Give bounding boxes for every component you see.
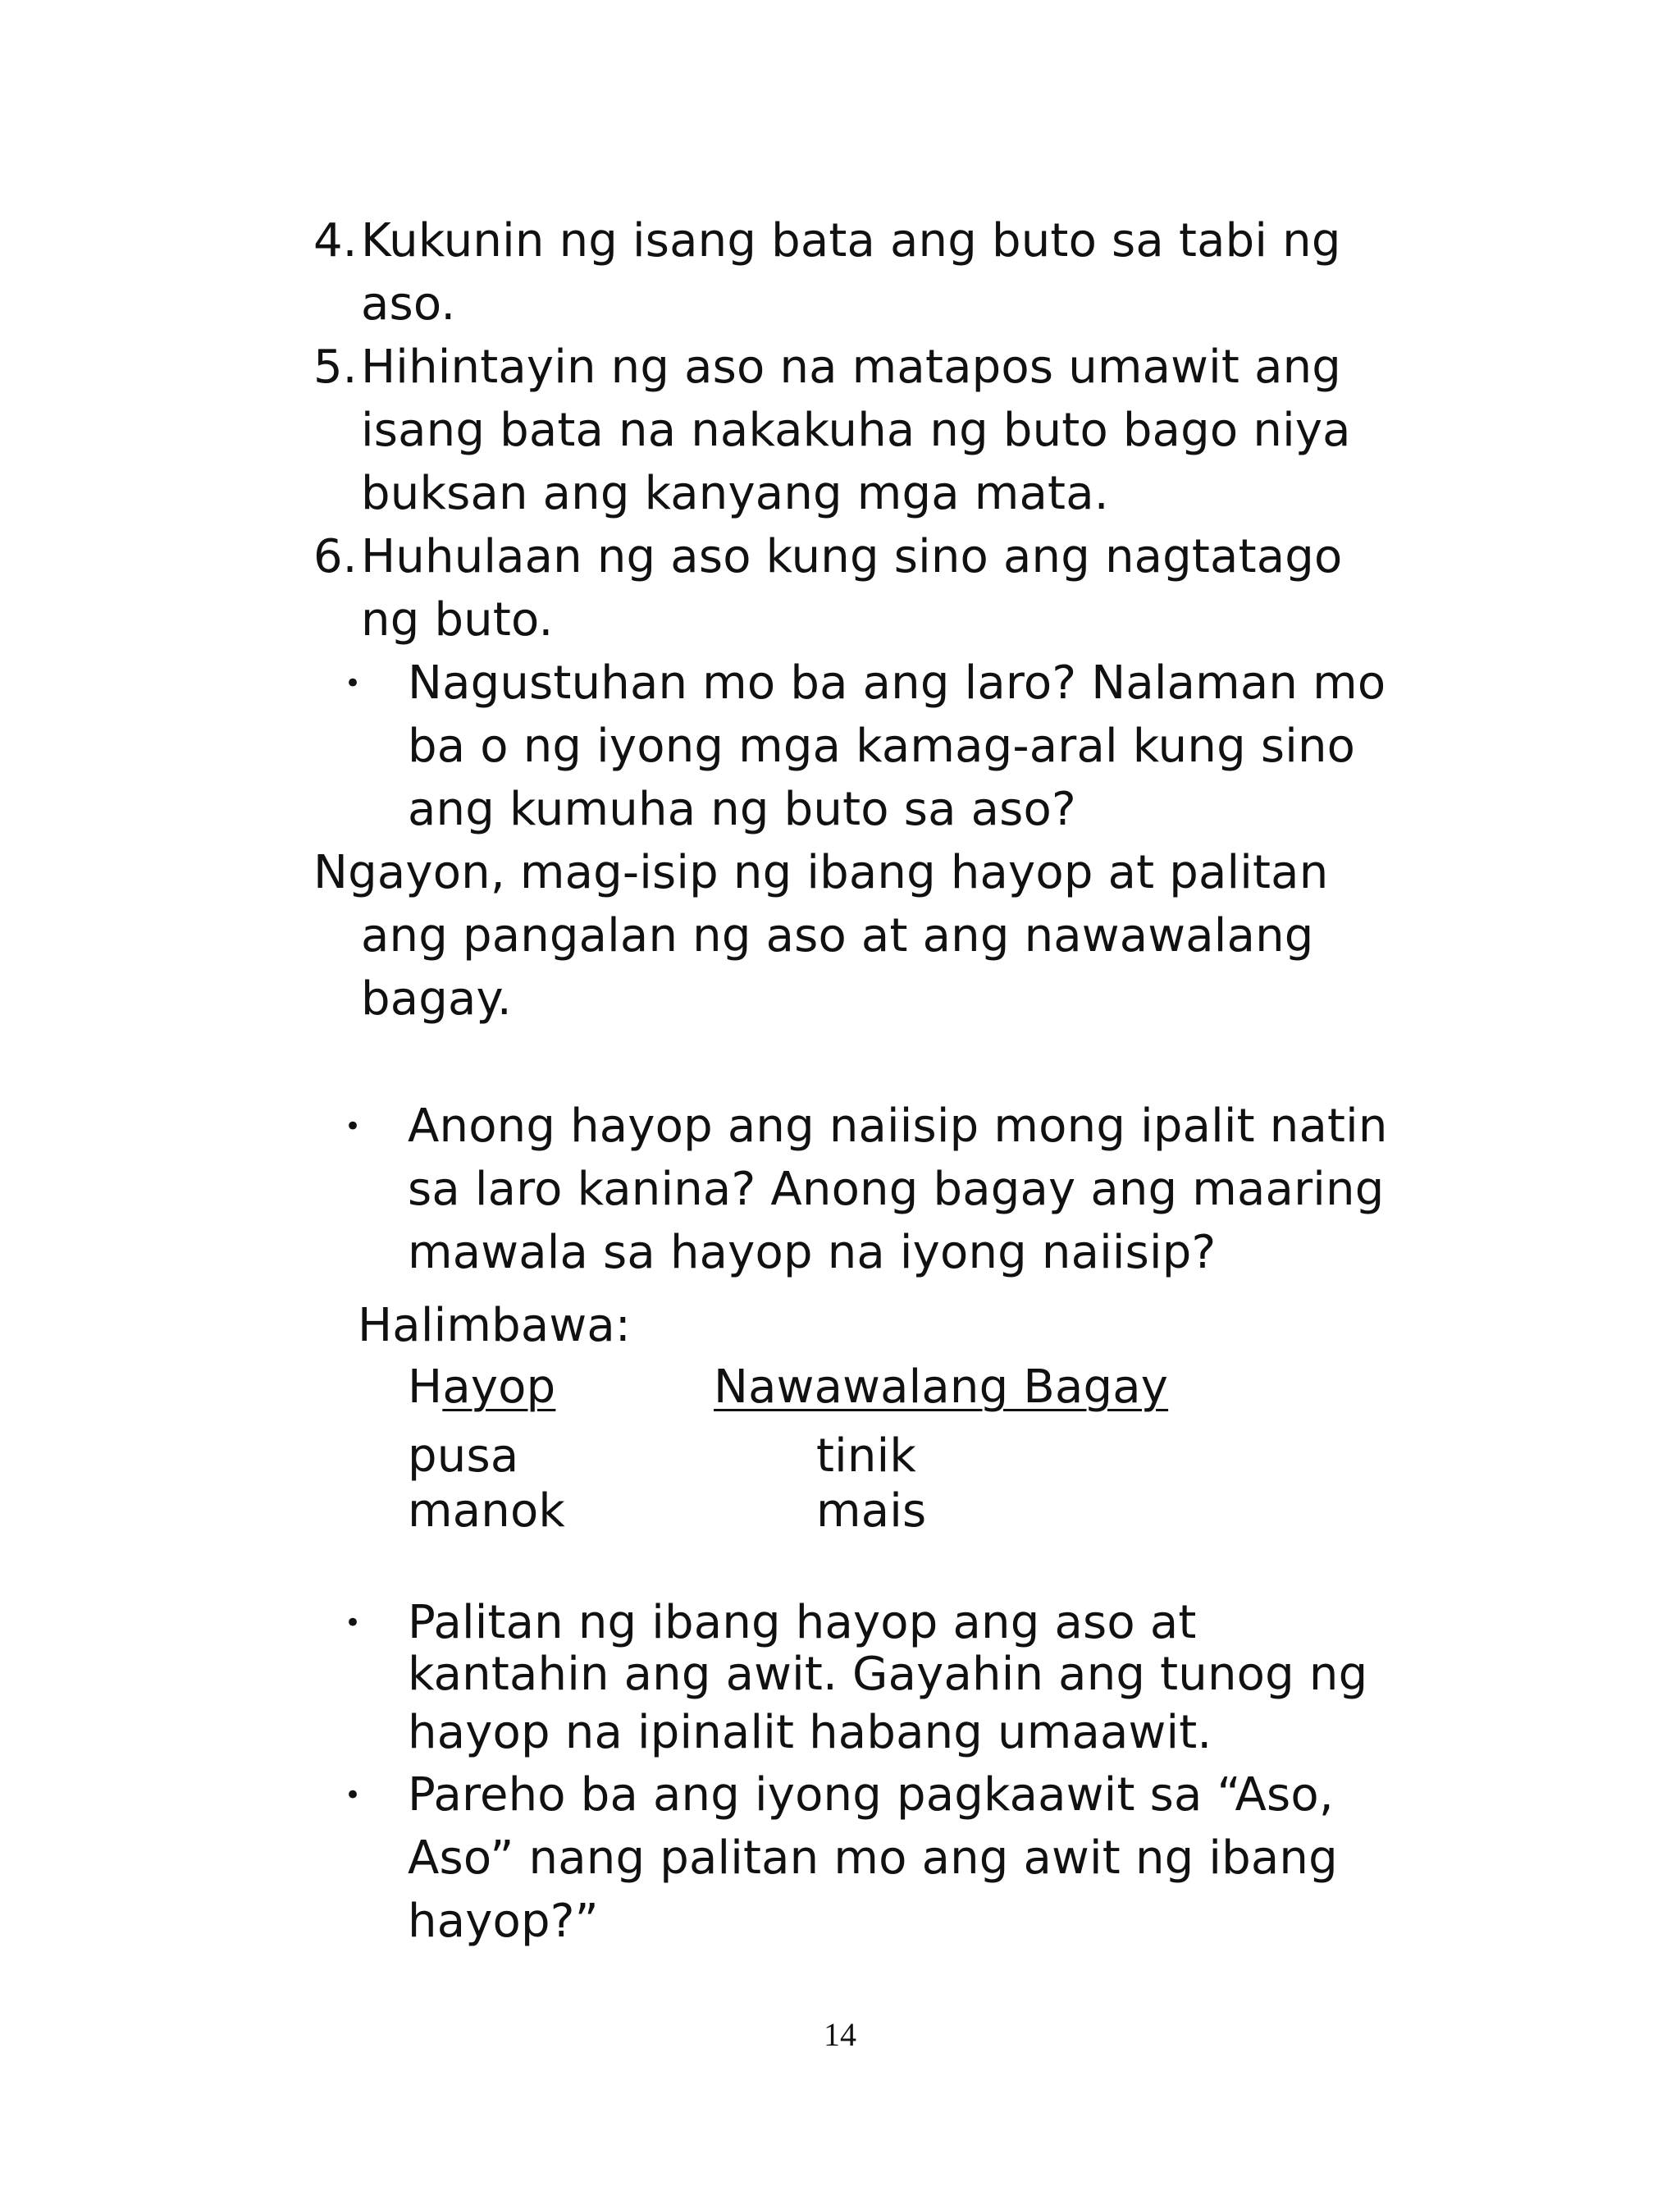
bullet-marker: • (345, 1779, 362, 1812)
bullet-text-line: mawala sa hayop na iyong naiisip? (408, 1226, 1217, 1279)
bullet-marker: • (345, 667, 362, 700)
step-text-line: Huhulaan ng aso kung sino ang nagtatago (361, 530, 1343, 583)
example-header-animal (408, 1356, 555, 1419)
example-label: Halimbawa: (358, 1299, 631, 1352)
example-header-item: Nawawalang Bagay (714, 1360, 1169, 1414)
step-number: 6. (313, 530, 358, 583)
paragraph-line: bagay. (361, 972, 512, 1026)
example-item-cell: mais (816, 1484, 927, 1538)
bullet-text-line: Nagustuhan mo ba ang laro? Nalaman mo (408, 656, 1386, 710)
bullet-text-line: ang kumuha ng buto sa aso? (408, 783, 1076, 836)
step-text-line: Hihintayin ng aso na matapos umawit ang (361, 341, 1342, 394)
bullet-marker: • (345, 1110, 362, 1143)
step-text-line: buksan ang kanyang mga mata. (361, 467, 1109, 520)
step-number: 4. (313, 214, 358, 267)
step-text-line: isang bata na nakakuha ng buto bago niya (361, 404, 1351, 457)
step-text-line: Kukunin ng isang bata ang buto sa tabi ng (361, 214, 1341, 267)
bullet-text-line: Palitan ng ibang hayop ang aso at (408, 1596, 1197, 1649)
example-animal-cell: pusa (408, 1429, 519, 1483)
bullet-text-line: ba o ng iyong mga kamag-aral kung sino (408, 720, 1356, 773)
bullet-marker: • (345, 1607, 362, 1639)
header-animal-rest: ayop (442, 1360, 556, 1414)
step-text-line: ng buto. (361, 593, 554, 647)
example-item-cell: tinik (816, 1429, 916, 1483)
step-number: 5. (313, 341, 358, 394)
bullet-text-line: Anong hayop ang naiisip mong ipalit natin (408, 1100, 1388, 1153)
bullet-text-line: Aso” nang palitan mo ang awit ng ibang (408, 1831, 1338, 1885)
page-number: 14 (824, 2016, 856, 2053)
bullet-text-line: hayop?” (408, 1895, 599, 1948)
example-animal-cell: manok (408, 1484, 566, 1538)
step-text-line: aso. (361, 277, 456, 331)
paragraph-line: Ngayon, mag-isip ng ibang hayop at palitan (313, 846, 1329, 899)
paragraph-line: ang pangalan ng aso at ang nawawalang (361, 909, 1314, 962)
bullet-text-line: Pareho ba ang iyong pagkaawit sa “Aso, (408, 1768, 1334, 1822)
bullet-text-line: hayop na ipinalit habang umaawit. (408, 1706, 1212, 1759)
header-animal-first-letter: H (408, 1360, 443, 1414)
bullet-text-line: kantahin ang awit. Gayahin ang tunog ng (408, 1648, 1368, 1701)
bullet-text-line: sa laro kanina? Anong bagay ang maaring (408, 1163, 1385, 1216)
